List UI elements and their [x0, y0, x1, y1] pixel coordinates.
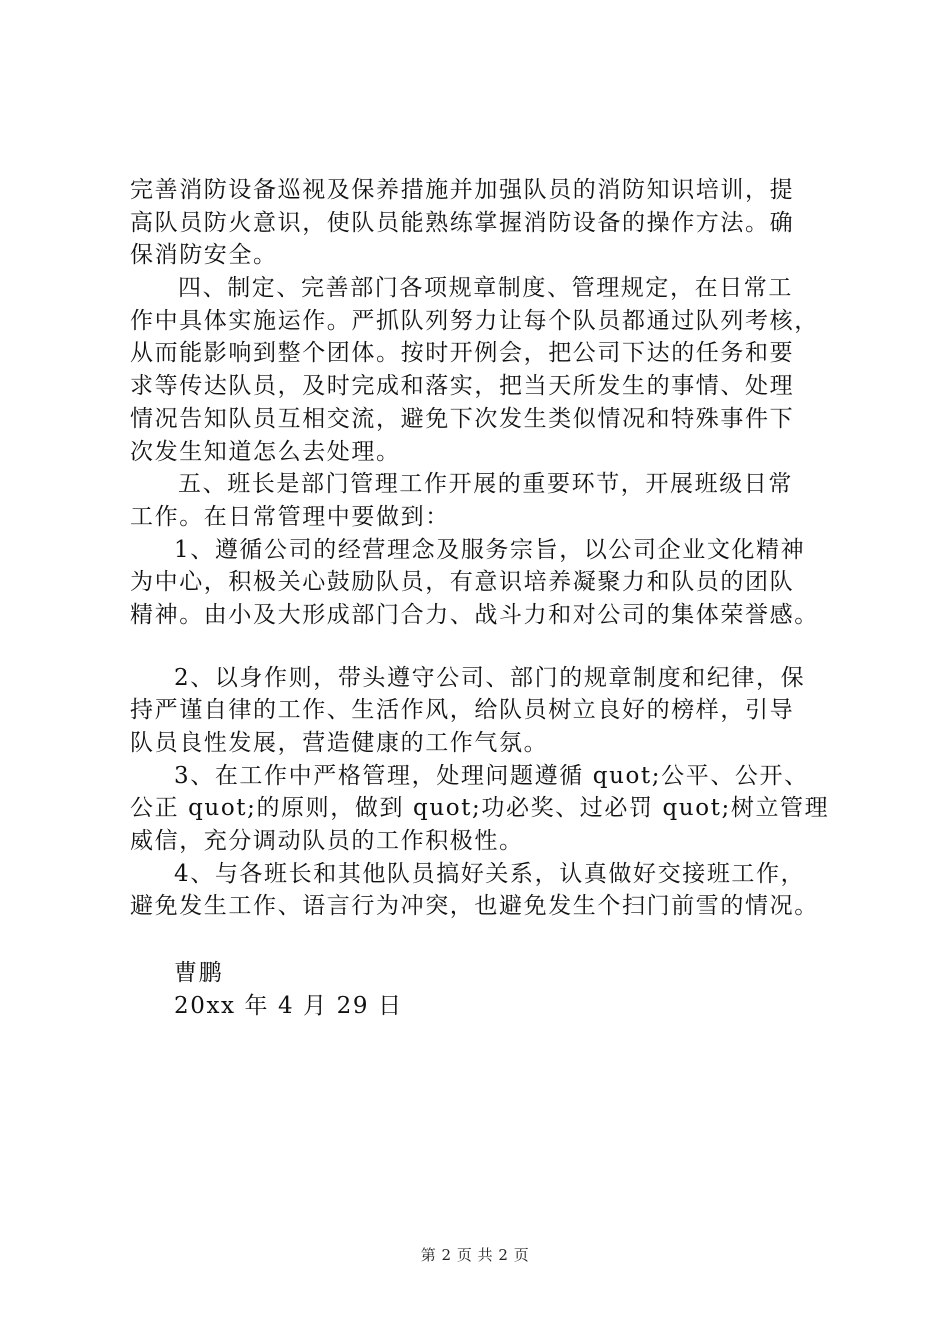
text-line: 从而能影响到整个团体。按时开例会，把公司下达的任务和要 — [130, 340, 795, 367]
section-five-heading-line: 五、班长是部门管理工作开展的重要环节，开展班级日常 — [178, 471, 793, 498]
text-line: 求等传达队员，及时完成和落实，把当天所发生的事情、处理 — [130, 373, 795, 400]
item-three-line: 3、在工作中严格管理，处理问题遵循 quot;公平、公开、 — [174, 762, 809, 789]
item-four-line: 4、与各班长和其他队员搞好关系，认真做好交接班工作， — [174, 860, 806, 887]
text-line: 持严谨自律的工作、生活作风，给队员树立良好的榜样，引导 — [130, 697, 795, 724]
text-line: 高队员防火意识，使队员能熟练掌握消防设备的操作方法。确 — [130, 209, 795, 236]
text-line: 情况告知队员互相交流，避免下次发生类似情况和特殊事件下 — [130, 405, 795, 432]
text-line: 威信，充分调动队员的工作积极性。 — [130, 828, 524, 855]
text-line: 为中心，积极关心鼓励队员，有意识培养凝聚力和队员的团队 — [130, 569, 795, 596]
signature-date: 20xx 年 4 月 29 日 — [174, 992, 403, 1019]
text-line: 精神。由小及大形成部门合力、战斗力和对公司的集体荣誉感。 — [130, 601, 819, 628]
text-line: 工作。在日常管理中要做到： — [130, 503, 450, 530]
text-line: 次发生知道怎么去处理。 — [130, 438, 401, 465]
text-line: 避免发生工作、语言行为冲突，也避免发生个扫门前雪的情况。 — [130, 893, 819, 920]
text-line: 完善消防设备巡视及保养措施并加强队员的消防知识培训，提 — [130, 177, 795, 203]
item-two-line: 2、以身作则，带头遵守公司、部门的规章制度和纪律，保 — [174, 664, 806, 691]
page-number-footer: 第 2 页 共 2 页 — [420, 1246, 530, 1264]
text-line: 作中具体实施运作。严抓队列努力让每个队员都通过队列考核， — [130, 307, 819, 334]
item-one-line: 1、遵循公司的经营理念及服务宗旨，以公司企业文化精神 — [174, 536, 806, 563]
text-line: 队员良性发展，营造健康的工作气氛。 — [130, 730, 549, 756]
document-body — [130, 174, 845, 1023]
section-four-heading-line: 四、制定、完善部门各项规章制度、管理规定，在日常工 — [178, 275, 793, 302]
text-line: 公正 quot;的原则，做到 quot;功必奖、过必罚 quot;树立管理 — [130, 795, 830, 822]
text-line: 保消防安全。 — [130, 242, 278, 269]
signature-name: 曹鹏 — [174, 960, 224, 987]
